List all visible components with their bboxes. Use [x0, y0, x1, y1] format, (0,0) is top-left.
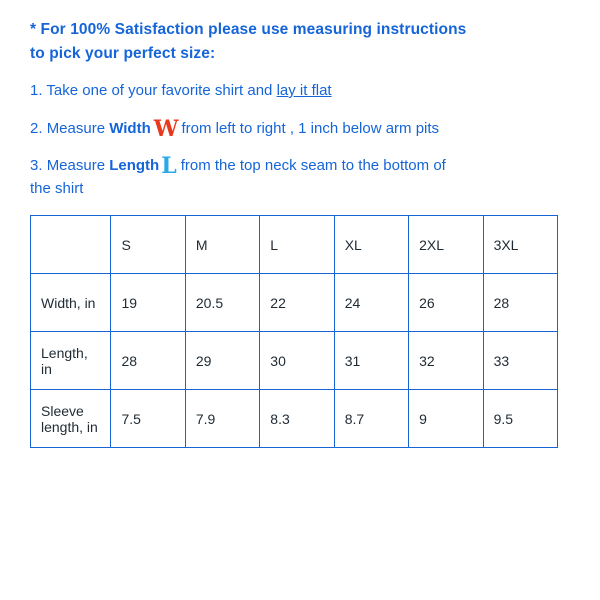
- cell-sleeve-xl: 8.7: [334, 390, 408, 448]
- cell-sleeve-l: 8.3: [260, 390, 334, 448]
- cell-width-3xl: 28: [483, 274, 557, 332]
- step-3-text-continued: the shirt: [30, 179, 84, 197]
- table-row-length: [31, 332, 558, 390]
- cell-sleeve-m: 7.9: [185, 390, 259, 448]
- size-chart-table: [30, 215, 558, 448]
- instruction-steps: [30, 80, 570, 200]
- step-2-text-after: from left to right , 1 inch below arm pits: [181, 119, 440, 137]
- table-col-header-2xl: 2XL: [409, 216, 483, 274]
- step-3-text-after: from the top neck seam to the bottom of: [180, 157, 446, 175]
- step-1: [30, 80, 570, 103]
- step-1-underlined-text: lay it flat: [276, 82, 332, 100]
- cell-width-s: 19: [111, 274, 185, 332]
- table-header-row: [31, 216, 558, 274]
- cell-sleeve-s: 7.5: [111, 390, 185, 448]
- step-2-number: 2.: [30, 119, 43, 137]
- table-row-label-width: Width, in: [31, 274, 111, 332]
- table-row-width: [31, 274, 558, 332]
- intro-heading: [30, 18, 570, 66]
- table-col-header-l: L: [260, 216, 334, 274]
- cell-width-m: 20.5: [185, 274, 259, 332]
- step-2-text-before: Measure: [46, 119, 110, 137]
- cell-sleeve-2xl: 9: [409, 390, 483, 448]
- length-letter-l-icon: L: [161, 153, 177, 180]
- table-col-header-m: M: [185, 216, 259, 274]
- step-3-text-before: Measure: [46, 157, 110, 175]
- cell-length-xl: 31: [334, 332, 408, 390]
- table-corner-cell: [31, 216, 111, 274]
- table-col-header-s: S: [111, 216, 185, 274]
- cell-length-s: 28: [111, 332, 185, 390]
- step-3-number: 3.: [30, 157, 43, 175]
- intro-line-1: * For 100% Satisfaction please use measuring instructions: [30, 21, 467, 38]
- cell-width-l: 22: [260, 274, 334, 332]
- step-2-keyword-width: Width: [109, 119, 151, 137]
- step-1-number: 1.: [30, 82, 43, 100]
- table-row-label-sleeve-length: Sleeve length, in: [31, 390, 111, 448]
- cell-length-2xl: 32: [409, 332, 483, 390]
- step-1-text: Take one of your favorite shirt and: [46, 82, 277, 100]
- table-col-header-xl: XL: [334, 216, 408, 274]
- cell-length-3xl: 33: [483, 332, 557, 390]
- table-col-header-3xl: 3XL: [483, 216, 557, 274]
- step-3: [30, 155, 570, 200]
- step-2: [30, 115, 570, 142]
- cell-width-xl: 24: [334, 274, 408, 332]
- cell-width-2xl: 26: [409, 274, 483, 332]
- width-letter-w-icon: W: [153, 115, 179, 142]
- cell-length-l: 30: [260, 332, 334, 390]
- cell-length-m: 29: [185, 332, 259, 390]
- table-row-label-length: Length, in: [31, 332, 111, 390]
- cell-sleeve-3xl: 9.5: [483, 390, 557, 448]
- table-row-sleeve-length: [31, 390, 558, 448]
- step-3-keyword-length: Length: [109, 157, 160, 175]
- intro-line-2: to pick your perfect size:: [30, 45, 216, 63]
